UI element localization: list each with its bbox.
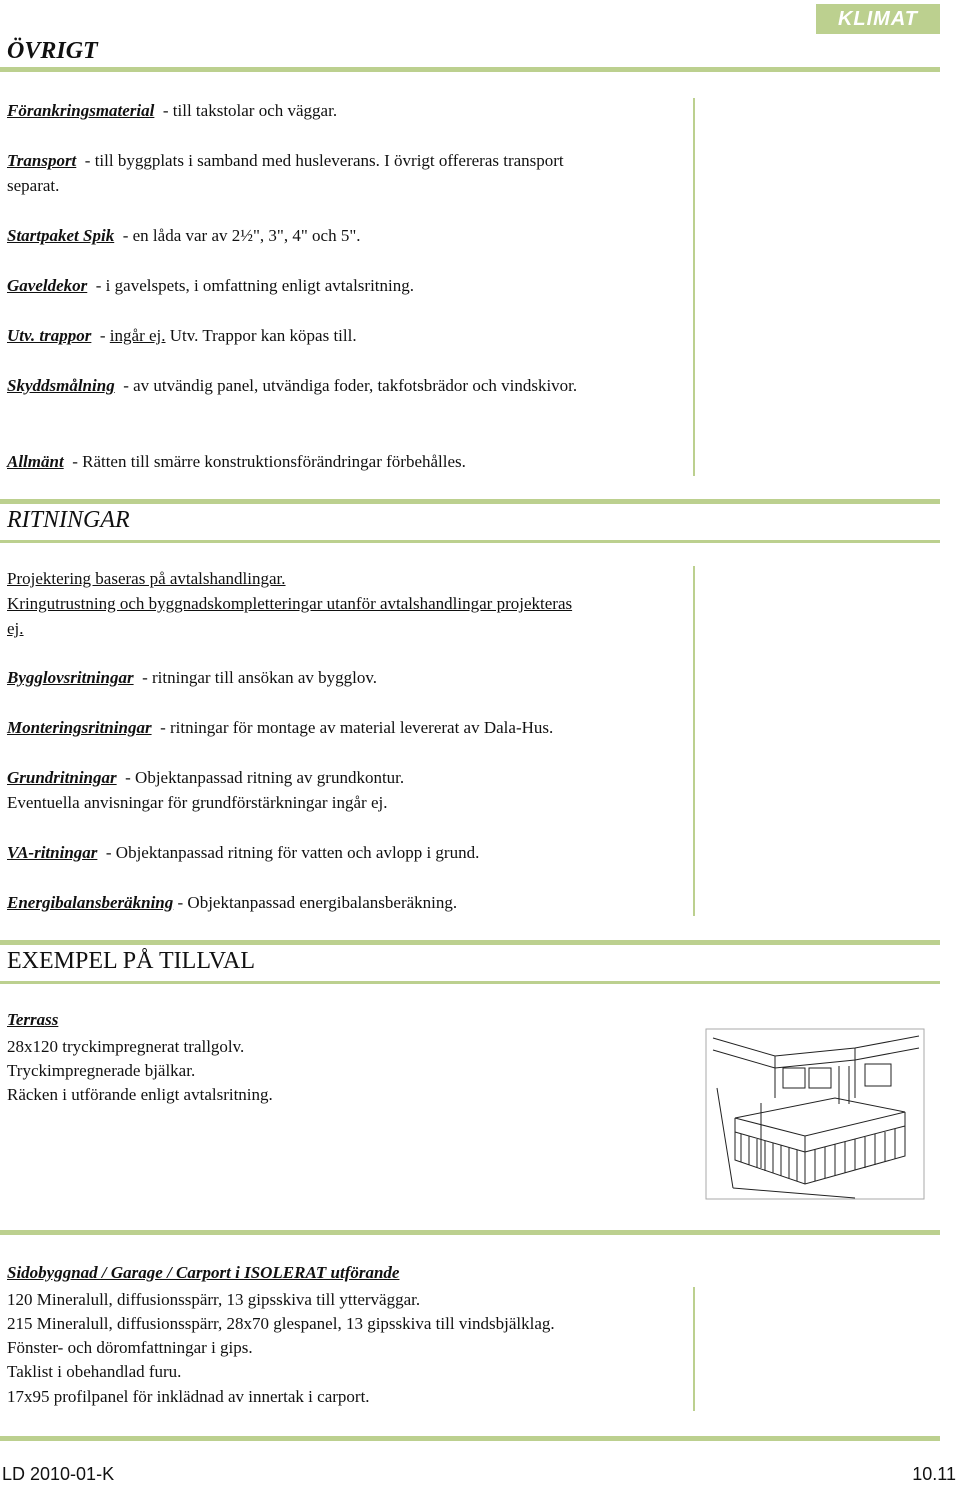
klimat-badge: KLIMAT	[816, 4, 940, 34]
column-divider	[693, 1287, 695, 1411]
section-rule	[0, 1230, 940, 1235]
section-rule	[0, 540, 940, 543]
ritningar-item: Bygglovsritningar - ritningar till ansökan av bygglov.	[7, 668, 378, 687]
footer-rule	[0, 1436, 940, 1441]
terrass-line: Tryckimpregnerade bjälkar.	[7, 1061, 196, 1080]
section-title-tillval: EXEMPEL PÅ TILLVAL	[7, 948, 256, 974]
ovrigt-item: Startpaket Spik - en låda var av 2½", 3", 4" och 5".	[7, 226, 361, 245]
ritningar-intro: Projektering baseras på avtalshandlingar.	[7, 569, 286, 588]
sidobyggnad-line: Taklist i obehandlad furu.	[7, 1362, 182, 1381]
ritningar-intro: Kringutrustning och byggnadskompletteringar utanför avtalshandlingar projekteras ej.	[7, 594, 573, 638]
terrass-line: Räcken i utförande enligt avtalsritning.	[7, 1085, 273, 1104]
ovrigt-item: Gaveldekor - i gavelspets, i omfattning enligt avtalsritning.	[7, 276, 414, 295]
ovrigt-item: Skyddsmålning - av utvändig panel, utvändiga foder, takfotsbrädor och vindskivor.	[7, 376, 578, 395]
sidobyggnad-heading: Sidobyggnad / Garage / Carport i ISOLERAT utförande	[7, 1263, 400, 1282]
terrass-heading: Terrass	[7, 1010, 59, 1029]
ovrigt-item: Allmänt - Rätten till smärre konstruktionsförändringar förbehålles.	[7, 452, 466, 471]
section-title-ritningar: RITNINGAR	[7, 507, 130, 533]
footer-page-number: 10.11	[912, 1464, 956, 1484]
ritningar-item: Monteringsritningar - ritningar för montage av material levererat av Dala-Hus.	[7, 718, 554, 737]
terrace-illustration	[705, 1028, 925, 1200]
sidobyggnad-line: Fönster- och döromfattningar i gips.	[7, 1338, 253, 1357]
sidobyggnad-line: 17x95 profilpanel för inklädnad av innertak i carport.	[7, 1387, 370, 1406]
section-rule	[0, 499, 940, 504]
sidobyggnad-line: 215 Mineralull, diffusionsspärr, 28x70 glespanel, 13 gipsskiva till vindsbjälklag.	[7, 1314, 555, 1333]
ritningar-item: VA-ritningar - Objektanpassad ritning för vatten och avlopp i grund.	[7, 843, 480, 862]
ovrigt-item: Utv. trappor - ingår ej. Utv. Trappor kan köpas till.	[7, 326, 357, 345]
footer-doc-id: LD 2010-01-K	[2, 1464, 115, 1484]
section-rule	[0, 67, 940, 72]
ritningar-item: Grundritningar - Objektanpassad ritning av grundkontur. Eventuella anvisningar för grundförstärkningar ingår ej.	[7, 768, 405, 812]
section-rule	[0, 981, 940, 984]
sidobyggnad-line: 120 Mineralull, diffusionsspärr, 13 gipsskiva till ytterväggar.	[7, 1290, 421, 1309]
column-divider	[693, 98, 695, 476]
section-rule	[0, 940, 940, 945]
ritningar-item: Energibalansberäkning - Objektanpassad energibalansberäkning.	[7, 893, 458, 912]
column-divider	[693, 566, 695, 916]
terrass-line: 28x120 tryckimpregnerat trallgolv.	[7, 1037, 245, 1056]
ovrigt-item: Förankringsmaterial - till takstolar och väggar.	[7, 101, 338, 120]
ovrigt-item: Transport - till byggplats i samband med husleverans. I övrigt offereras transport separat.	[7, 151, 564, 195]
section-title-ovrigt: ÖVRIGT	[7, 38, 98, 64]
